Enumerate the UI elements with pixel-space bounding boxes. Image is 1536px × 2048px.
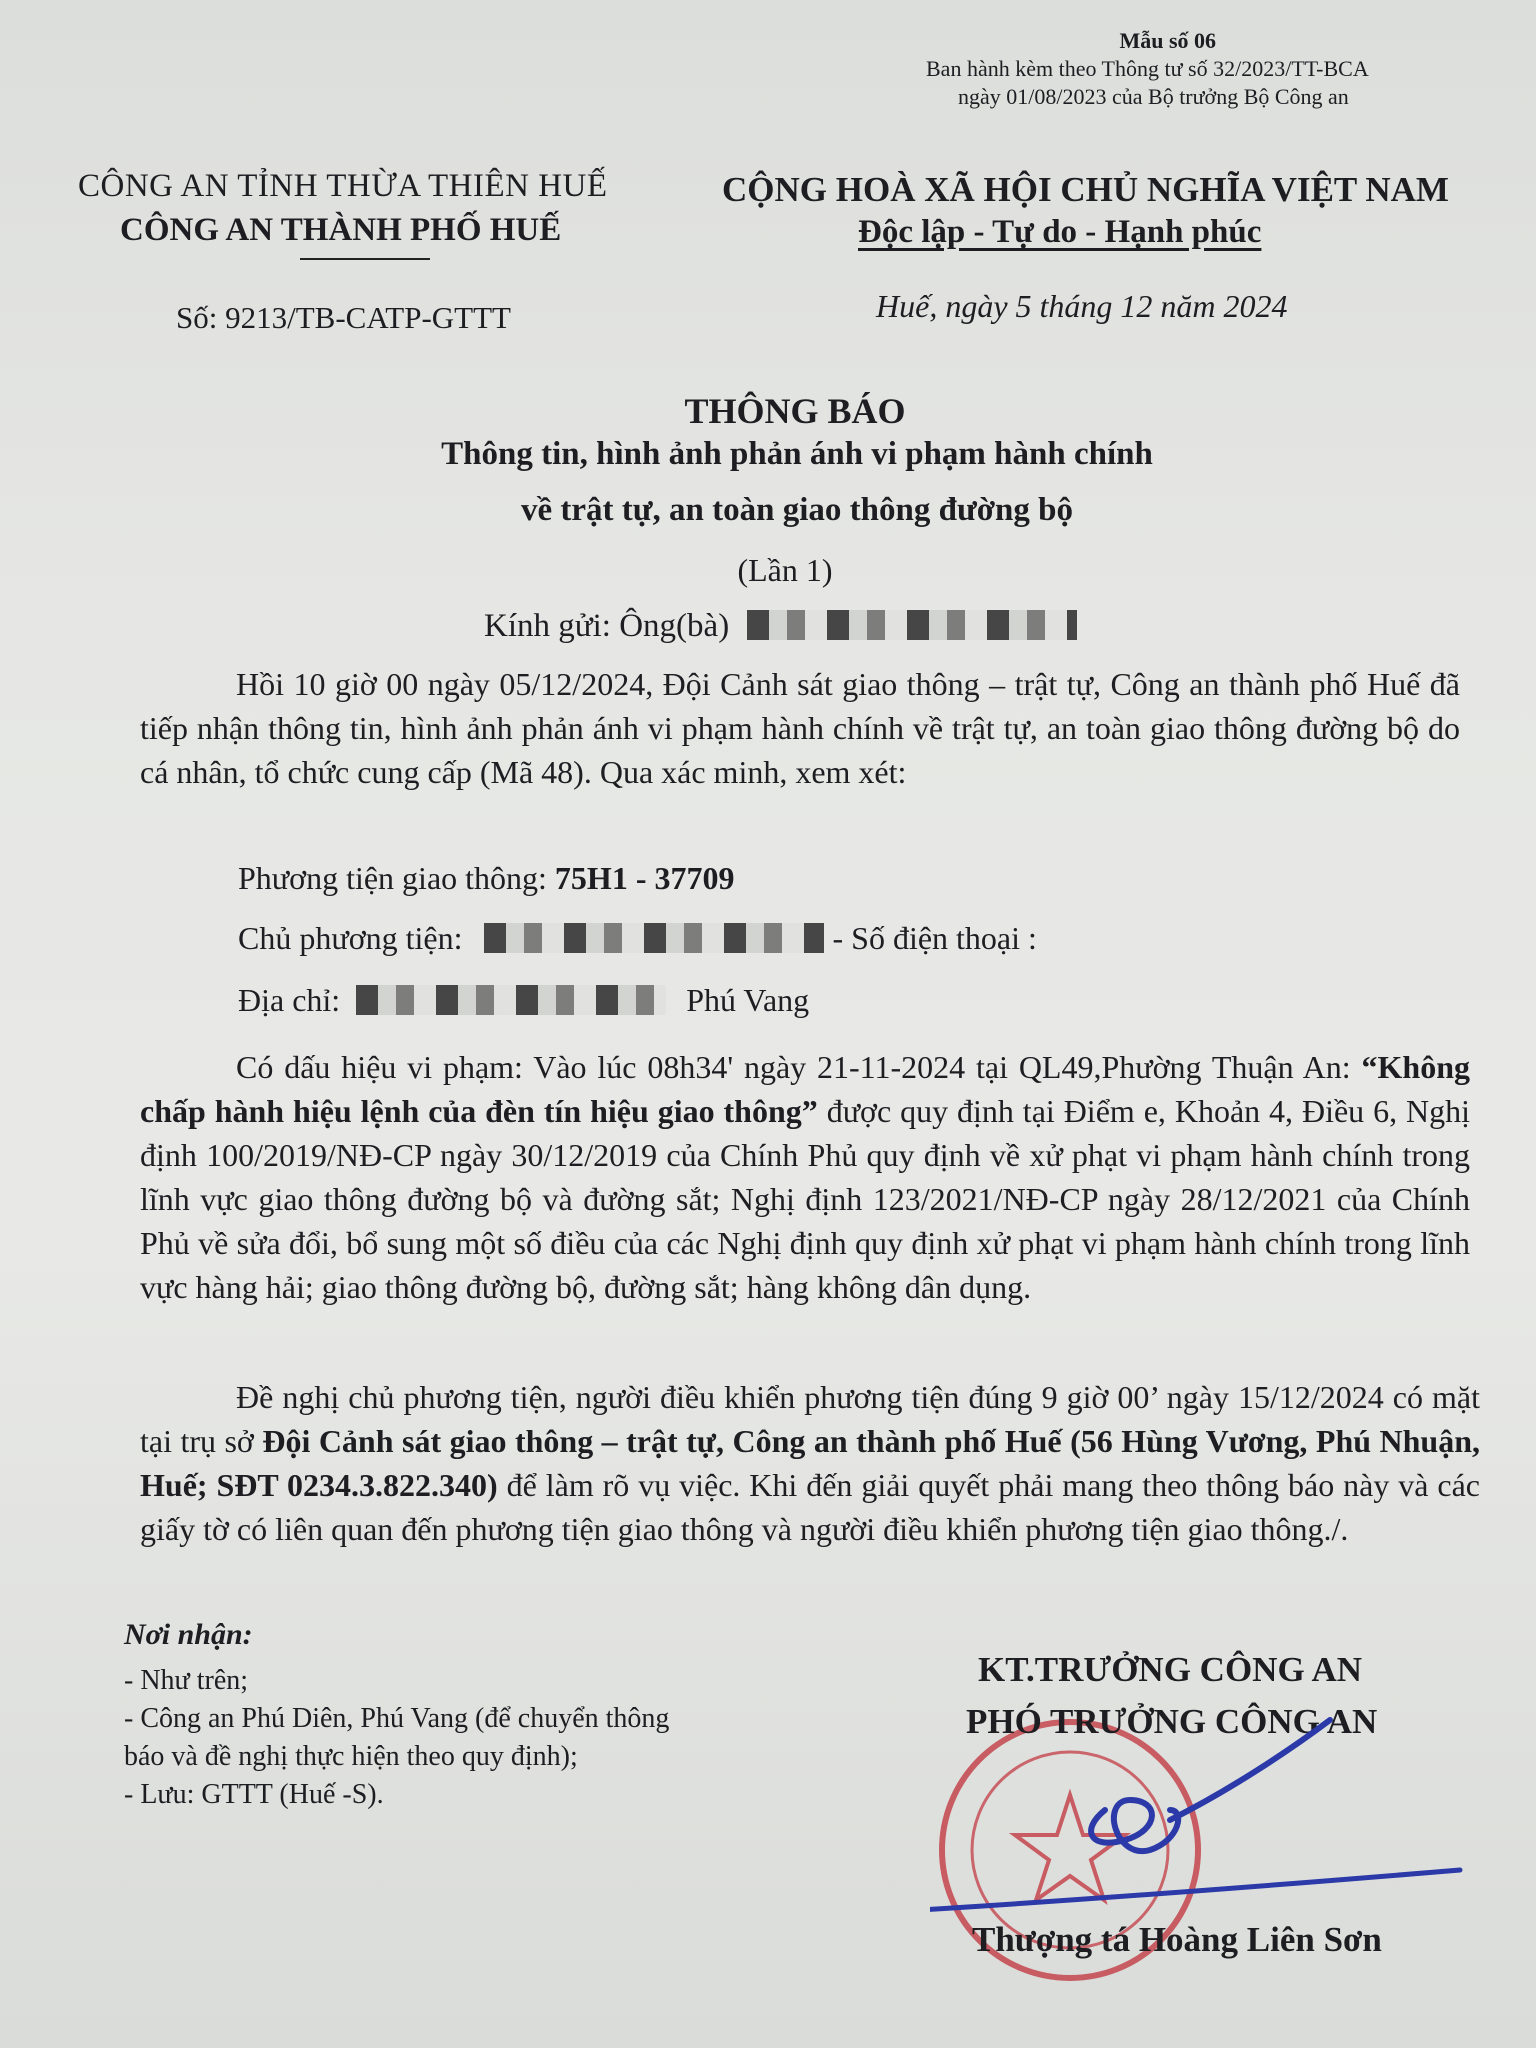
owner-line (238, 920, 1037, 957)
paragraph-intro: Hồi 10 giờ 00 ngày 05/12/2024, Đội Cảnh sát giao thông – trật tự, Công an thành phố Huế đã tiếp nhận thông tin, hình ảnh phản ánh vi phạm hành chính về trật tự, an toàn giao thông đường bộ do cá nhân, tổ chức cung cấp (Mã 48). Qua xác minh, xem xét: (140, 666, 1460, 790)
nation-motto: Độc lập - Tự do - Hạnh phúc (858, 214, 1262, 250)
paragraph-request (140, 1375, 1480, 1551)
form-issuance-line: Ban hành kèm theo Thông tư số 32/2023/TT-BCA (926, 56, 1369, 81)
issue-date: Huế, ngày 5 tháng 12 năm 2024 (876, 288, 1288, 324)
redacted-name (747, 610, 1077, 640)
vehicle-plate: 75H1 - 37709 (554, 860, 735, 896)
form-issuance-date: ngày 01/08/2023 của Bộ trưởng Bộ Công an (958, 84, 1349, 109)
signature-title-1: KT.TRƯỞNG CÔNG AN (978, 1650, 1363, 1689)
request-rest: để làm rõ vụ việc. Khi đến giải quyết phải mang theo thông báo này và các giấy tờ có liên quan đến phương tiện giao thông và người điều khiển phương tiện giao thông./. (140, 1467, 1481, 1547)
recipient-item: - Như trên; (124, 1665, 249, 1696)
agency-underline (300, 258, 430, 260)
recipient-item: - Công an Phú Diên, Phú Vang (để chuyển thông (124, 1703, 670, 1734)
violation-intro: Có dấu hiệu vi phạm: Vào lúc 08h34' ngày 21-11-2024 tại QL49,Phường Thuận An: (236, 1049, 1362, 1085)
violation-legal-basis: được quy định tại Điểm e, Khoản 4, Điều 6, Nghị định 100/2019/NĐ-CP ngày 30/12/2019 của Chính Phủ quy định về xử phạt vi phạm hành chính trong lĩnh vực giao thông đường bộ và đường sắt; Nghị định 123/2021/NĐ-CP ngày 28/12/2021 của Chính Phủ về sửa đổi, bổ sung một số điều của các Nghị định quy định xử phạt vi phạm hành chính trong lĩnh vực hàng hải; giao thông đường bộ, đường sắt; hàng không dân dụng. (140, 1093, 1471, 1305)
address-district: Phú Vang (686, 982, 810, 1018)
address-line (238, 982, 809, 1019)
recipient-item: báo và đề nghị thực hiện theo quy định); (124, 1741, 578, 1772)
signature-title-2: PHÓ TRƯỞNG CÔNG AN (966, 1702, 1378, 1741)
redacted-address (356, 985, 666, 1015)
address-label: Địa chỉ: (238, 982, 341, 1018)
document-subtitle-1: Thông tin, hình ảnh phản ánh vi phạm hành chính (441, 436, 1153, 472)
recipients-heading: Nơi nhận: (124, 1618, 253, 1651)
document-title: THÔNG BÁO (684, 391, 906, 431)
request-intro: Đề nghị chủ phương tiện, người điều khiển phương tiện đúng 9 giờ 00’ ngày 15/12/2024 có mặt tại trụ sở (140, 1379, 1480, 1459)
phone-label: - Số điện thoại : (832, 920, 1037, 956)
redacted-owner (484, 923, 824, 953)
signer-name: Thượng tá Hoàng Liên Sơn (972, 1920, 1382, 1959)
request-place: Đội Cảnh sát giao thông – trật tự, Công an thành phố Huế (56 Hùng Vương, Phú Nhuận, Huế; SĐT 0234.3.822.340) (140, 1423, 1481, 1503)
vehicle-line (238, 860, 734, 897)
owner-label: Chủ phương tiện: (238, 920, 463, 956)
vehicle-label: Phương tiện giao thông: (238, 860, 547, 896)
violation-offense: “Không chấp hành hiệu lệnh của đèn tín hiệu giao thông” (140, 1049, 1470, 1129)
document-number: Số: 9213/TB-CATP-GTTT (176, 300, 511, 335)
form-number: Mẫu số 06 (1119, 28, 1216, 53)
handwritten-signature (930, 1700, 1490, 1940)
paragraph-violation (140, 1045, 1470, 1309)
parent-agency: CÔNG AN TỈNH THỪA THIÊN HUẾ (78, 168, 608, 204)
recipient-label: Kính gửi: Ông(bà) (484, 608, 730, 644)
document-subtitle-2: về trật tự, an toàn giao thông đường bộ (520, 492, 1073, 528)
agency-name: CÔNG AN THÀNH PHỐ HUẾ (120, 212, 562, 248)
nation-name: CỘNG HOÀ XÃ HỘI CHỦ NGHĨA VIỆT NAM (722, 170, 1449, 209)
notice-round: (Lần 1) (737, 552, 833, 588)
recipient-item: - Lưu: GTTT (Huế -S). (124, 1779, 384, 1810)
recipient-line (484, 608, 1077, 645)
